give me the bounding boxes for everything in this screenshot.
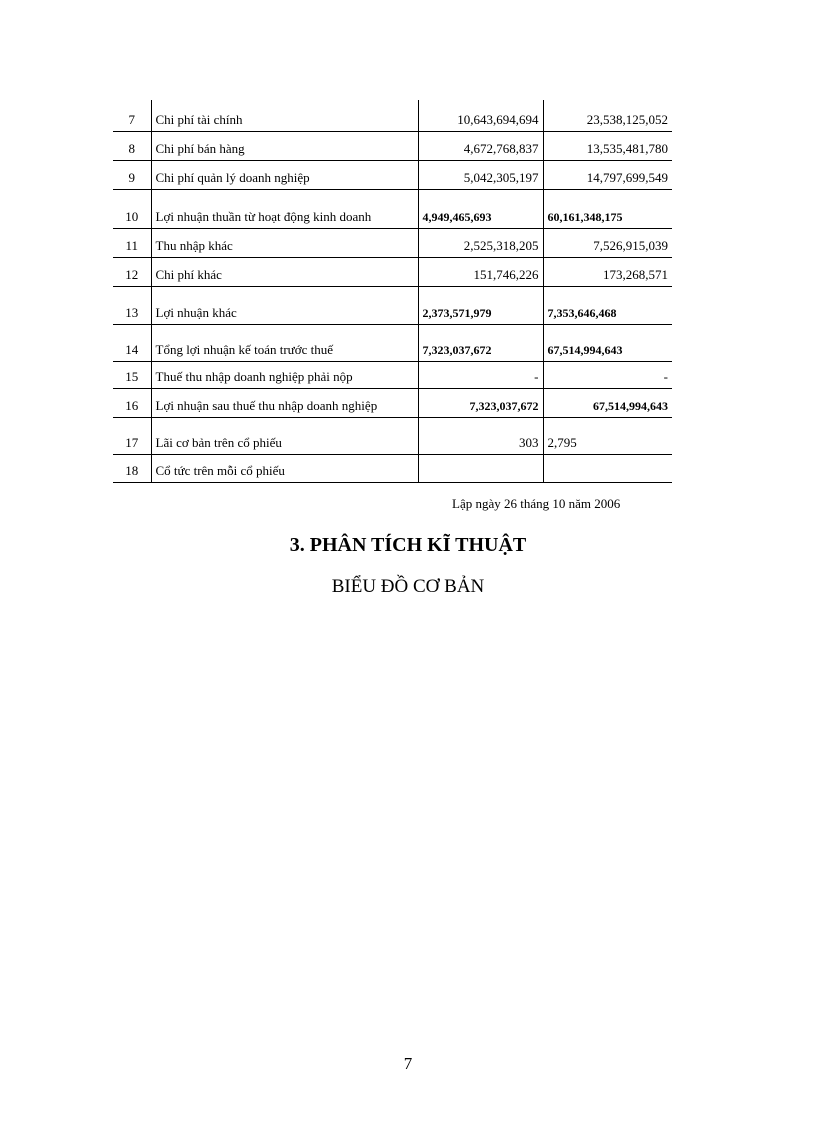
row-number: 16	[113, 388, 151, 417]
income-statement-table	[113, 100, 672, 483]
row-label: Chi phí tài chính	[151, 100, 418, 131]
row-number: 17	[113, 417, 151, 454]
row-label: Chi phí quản lý doanh nghiệp	[151, 160, 418, 189]
value-col2	[543, 454, 672, 482]
value-col1: 7,323,037,672	[418, 388, 543, 417]
row-label: Lợi nhuận thuần từ hoạt động kinh doanh	[151, 189, 418, 228]
value-col1: -	[418, 361, 543, 388]
row-label: Chi phí bán hàng	[151, 131, 418, 160]
value-col1: 2,373,571,979	[418, 286, 543, 324]
row-label: Lợi nhuận khác	[151, 286, 418, 324]
table-row	[113, 228, 672, 257]
value-col2: 60,161,348,175	[543, 189, 672, 228]
table-row	[113, 324, 672, 361]
section-subtitle: BIỂU ĐỒ CƠ BẢN	[331, 576, 485, 597]
row-number: 11	[113, 228, 151, 257]
value-col2: 23,538,125,052	[543, 100, 672, 131]
value-col2: 2,795	[543, 417, 672, 454]
value-col1: 5,042,305,197	[418, 160, 543, 189]
row-number: 8	[113, 131, 151, 160]
value-col1	[418, 454, 543, 482]
value-col2: 173,268,571	[543, 257, 672, 286]
row-label: Thu nhập khác	[151, 228, 418, 257]
row-label: Chi phí khác	[151, 257, 418, 286]
value-col2: 13,535,481,780	[543, 131, 672, 160]
value-col1: 10,643,694,694	[418, 100, 543, 131]
value-col1: 2,525,318,205	[418, 228, 543, 257]
row-number: 9	[113, 160, 151, 189]
value-col1: 303	[418, 417, 543, 454]
table-row	[113, 388, 672, 417]
report-date: Lập ngày 26 tháng 10 năm 2006	[452, 496, 621, 511]
section-title: 3. PHÂN TÍCH KĨ THUẬT	[289, 534, 527, 556]
row-label: Cổ tức trên mỗi cổ phiếu	[151, 454, 418, 482]
value-col2: -	[543, 361, 672, 388]
row-number: 14	[113, 324, 151, 361]
row-number: 15	[113, 361, 151, 388]
value-col1: 4,672,768,837	[418, 131, 543, 160]
value-col2: 7,526,915,039	[543, 228, 672, 257]
table-row	[113, 131, 672, 160]
row-label: Lợi nhuận sau thuế thu nhập doanh nghiệp	[151, 388, 418, 417]
value-col2: 14,797,699,549	[543, 160, 672, 189]
table-row	[113, 454, 672, 482]
value-col2: 67,514,994,643	[543, 324, 672, 361]
row-label: Tổng lợi nhuận kế toán trước thuế	[151, 324, 418, 361]
row-number: 10	[113, 189, 151, 228]
table-row	[113, 417, 672, 454]
table-row	[113, 286, 672, 324]
page-number: 7	[403, 1054, 413, 1073]
row-label: Thuế thu nhập doanh nghiệp phải nộp	[151, 361, 418, 388]
table-row	[113, 257, 672, 286]
row-number: 12	[113, 257, 151, 286]
value-col2: 7,353,646,468	[543, 286, 672, 324]
value-col1: 151,746,226	[418, 257, 543, 286]
value-col2: 67,514,994,643	[543, 388, 672, 417]
row-label: Lãi cơ bản trên cổ phiếu	[151, 417, 418, 454]
table-row	[113, 361, 672, 388]
table-row	[113, 189, 672, 228]
table-row	[113, 160, 672, 189]
row-number: 7	[113, 100, 151, 131]
row-number: 13	[113, 286, 151, 324]
table-row	[113, 100, 672, 131]
value-col1: 7,323,037,672	[418, 324, 543, 361]
value-col1: 4,949,465,693	[418, 189, 543, 228]
row-number: 18	[113, 454, 151, 482]
